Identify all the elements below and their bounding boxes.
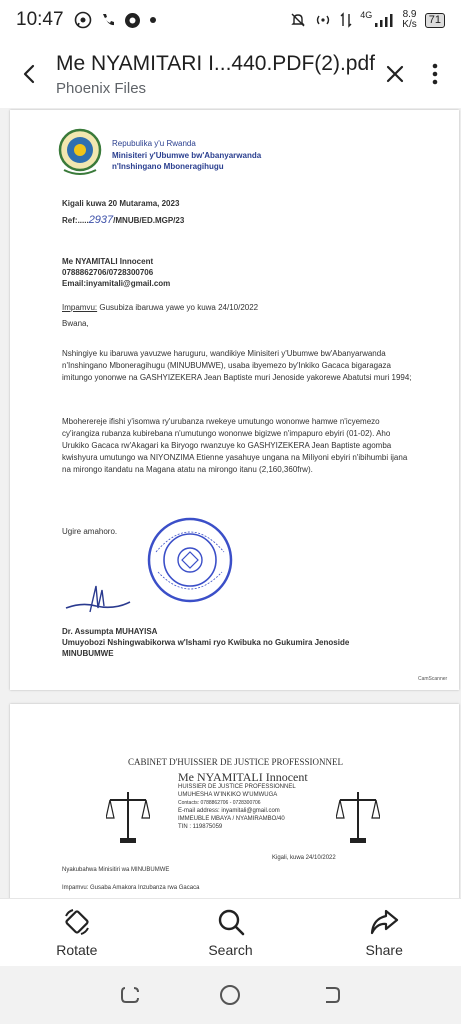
cabinet-header: CABINET D'HUISSIER DE JUSTICE PROFESSIONNEL <box>128 757 343 767</box>
back-button[interactable] <box>6 50 54 98</box>
huissier-contacts: Contacts: 0788862706 - 0728300706 <box>178 800 261 806</box>
huissier-tin: TIN : 119875059 <box>178 824 223 830</box>
network-speed-unit: K/s <box>402 19 417 30</box>
subject-label: Impamvu: <box>62 303 98 312</box>
network-speed <box>402 10 416 30</box>
more-options-button[interactable] <box>415 50 455 98</box>
bottom-action-bar <box>0 898 461 966</box>
letter2-date: Kigali, kuwa 24/10/2022 <box>272 855 336 861</box>
rotate-icon <box>63 908 91 936</box>
recent-apps-icon[interactable] <box>119 984 141 1006</box>
data-arrows-icon <box>340 12 352 28</box>
recipient-email: Email:inyamitali@gmail.com <box>62 279 171 288</box>
scales-of-justice-icon-right <box>336 788 380 846</box>
paragraph-1: Nshingiye ku ibaruwa yavuzwe haruguru, wandikiye Minisiteri y'Ubumwe bw'Abanyarwanda n'Inshingano Mboneragihugu (MINUBUMWE), usaba ibyemezo by'Inkiko Gacaca bigaragaza imitungo yononwe na GASHYIZEKERA Jean Baptiste muri Jenoside yakorewe Abatutsi muri 1994; <box>62 349 412 382</box>
reference: Ref:.....2937/MNUB/ED.MGP/23 <box>62 214 185 226</box>
paragraph-2: Mboherereje ifishi y'isomwa ry'urubanza rwekeye umutungo wononwe hamwe n'icyemezo cy'irangiza rubanza kubirebana n'umutungo wononwe bigizwe n'impapuro ebyiri (01-02). Aho Urukiko Gacaca rw'Akagari ka Biryogo rwanzuye ko GASHYIZEKERA Jean Baptiste agomba kwishyura umutungo wa NIYONZIMA Etienne yasahuye ungana na Miliyoni ebyiri n'ibihumbi ijana na mirongo itandatu na Magana atatu na mirongo itanu (2,160,360frw). <box>62 417 408 474</box>
close-button[interactable] <box>375 50 415 98</box>
network-speed-value: 8.9 <box>402 9 417 20</box>
system-icons <box>290 10 445 30</box>
letter-date: Kigali kuwa 20 Mutarama, 2023 <box>62 199 180 208</box>
scales-of-justice-icon <box>106 788 150 846</box>
reference-label: Ref: <box>62 216 78 225</box>
signature-icon <box>62 578 134 618</box>
pdf-viewer[interactable] <box>0 108 461 898</box>
share-button[interactable] <box>307 899 461 966</box>
notification-icons <box>74 11 157 29</box>
rotate-button[interactable] <box>0 899 154 966</box>
huissier-email: E-mail address: inyamitali@gmail.com <box>178 808 280 814</box>
subject-text: Gusubiza ibaruwa yawe yo kuwa 24/10/2022 <box>99 303 259 312</box>
signer-title: Umuyobozi Nshingwabikorwa w'Ishami ryo Kwibuka no Gukumira Jenoside <box>62 638 350 647</box>
search-label: Search <box>208 941 253 958</box>
status-bar <box>0 0 461 40</box>
recipient-name: Me NYAMITALI Innocent <box>62 257 154 266</box>
pdf-page-1 <box>10 110 459 690</box>
subject-line <box>62 302 258 314</box>
huissier-title-fr: HUISSIER DE JUSTICE PROFESSIONNEL <box>178 784 296 790</box>
more-vert-icon <box>432 63 438 85</box>
mute-bell-icon <box>290 12 306 28</box>
org-name-line2: Minisiteri y'Ubumwe bw'Abanyarwanda <box>112 151 262 160</box>
ministry-seal-icon <box>146 516 234 604</box>
whatsapp-icon <box>74 11 92 29</box>
app-bar <box>0 40 461 108</box>
letter2-recipient: Nyakubahwa Minisitiri wa MINUBUMWE <box>62 867 170 873</box>
signal-icon <box>374 12 394 28</box>
rotate-label: Rotate <box>56 941 98 958</box>
signer-name: Dr. Assumpta MUHAYISA <box>62 627 158 636</box>
app-name: Phoenix Files <box>56 79 147 97</box>
recipient-phone: 0788862706/0728300706 <box>62 268 154 277</box>
system-navigation-bar <box>0 966 461 1024</box>
org-name-line3: n'Inshingano Mboneragihugu <box>112 162 224 171</box>
network-type: 4G <box>360 10 373 20</box>
phone-icon <box>100 12 116 28</box>
battery-icon: 71 <box>425 13 445 28</box>
share-label: Share <box>365 941 403 958</box>
pdf-page-2 <box>10 704 459 898</box>
signer-org: MINUBUMWE <box>62 649 114 658</box>
huissier-name: Me NYAMITALI Innocent <box>178 770 308 784</box>
search-icon <box>217 908 245 936</box>
rwanda-emblem-icon <box>58 126 102 178</box>
clock: 10:47 <box>16 9 64 30</box>
share-icon <box>369 908 399 936</box>
back-nav-icon[interactable] <box>320 984 342 1006</box>
reference-number: 2937 <box>88 214 114 226</box>
document-title: Me NYAMITARI I...440.PDF(2).pdf <box>56 51 375 75</box>
huissier-title-rw: UMUHESHA W'INKIKO W'UMWUGA <box>178 792 278 798</box>
org-name-line1: Repubulika y'u Rwanda <box>112 139 196 148</box>
closing: Ugire amahoro. <box>62 527 118 536</box>
huissier-address: IMMEUBLE MBAYA / NYAMIRAMBO/40 <box>178 816 285 822</box>
reference-code: /MNUB/ED.MGP/23 <box>113 216 185 225</box>
search-button[interactable] <box>154 899 308 966</box>
hotspot-icon <box>314 12 332 28</box>
home-icon[interactable] <box>218 983 242 1007</box>
title-area <box>54 52 375 97</box>
close-icon <box>385 64 405 84</box>
letter2-subject: Impamvu: Gusaba Amakora Inzubanza rwa Gacaca <box>62 885 200 891</box>
camscanner-watermark: CamScanner <box>418 676 448 682</box>
dot-icon <box>149 16 157 24</box>
chrome-icon <box>124 12 141 29</box>
greeting: Bwana, <box>62 319 89 328</box>
back-arrow-icon <box>19 63 41 85</box>
